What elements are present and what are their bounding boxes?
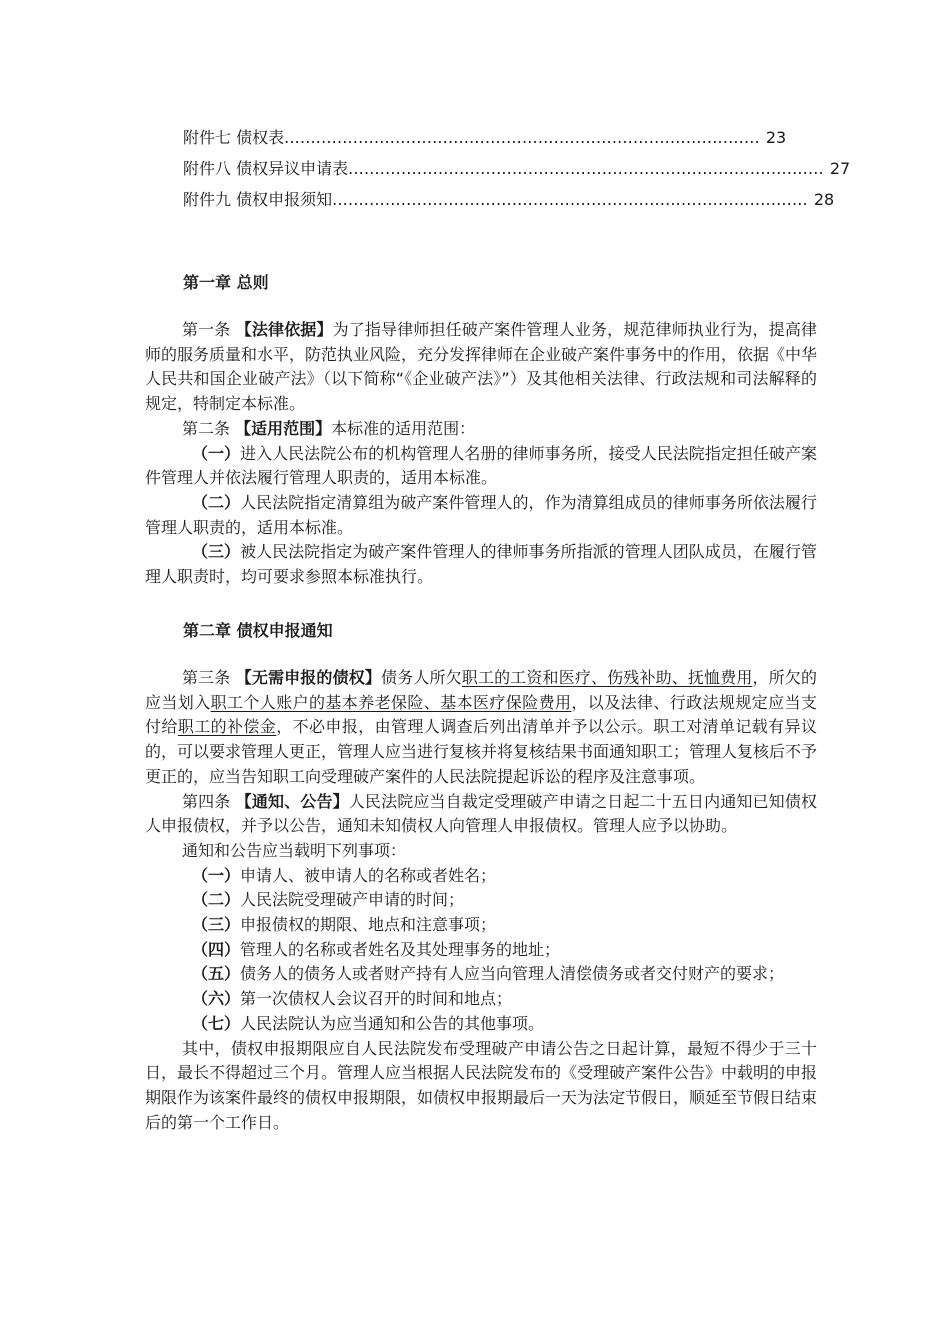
clause-text: 债务人的债务人或者财产持有人应当向管理人清偿债务或者交付财产的要求；	[240, 964, 785, 984]
article-tag: 【适用范围】	[235, 418, 332, 438]
toc-entry-label: 附件九 债权申报须知	[183, 190, 333, 209]
clause-item	[145, 864, 817, 889]
article-number: 第三条	[182, 668, 236, 687]
clause-item	[145, 938, 817, 963]
article-4-lead: 通知和公告应当载明下列事项：	[182, 840, 407, 860]
clause-marker: （二）	[192, 890, 241, 910]
article-2	[145, 417, 817, 442]
clause-marker: （三）	[192, 915, 241, 935]
toc-entry-label: 附件八 债权异议申请表	[183, 159, 349, 178]
clause-item	[145, 888, 817, 913]
article-text: 债务人所欠	[381, 668, 462, 687]
article-tag: 【通知、公告】	[235, 791, 349, 811]
article-number: 第一条	[182, 320, 236, 339]
chapter-heading: 第一章 总则	[183, 273, 269, 292]
clause-text: 人民法院指定清算组为破产案件管理人的，作为清算组成员的律师事务所依法履行管理人职责的，适用本标准。	[145, 492, 817, 537]
chapter2-body	[145, 666, 817, 1135]
toc-entry-page: 27	[829, 159, 851, 178]
clause-marker: （二）	[192, 492, 241, 512]
clause-marker: （四）	[192, 939, 241, 959]
underlined-term: 职工个人账户的基本养老保险、基本医疗保险费用	[210, 692, 572, 712]
article-number: 第二条	[182, 418, 236, 438]
toc-entry-label: 附件七 债权表	[183, 128, 285, 147]
article-4	[145, 790, 817, 839]
article-text: ，以及法律、行政法规规定应当支付给	[145, 692, 817, 737]
clause-marker: （一）	[192, 865, 241, 885]
underlined-term: 职工的补偿金	[177, 717, 277, 737]
toc-entry-page: 28	[813, 190, 835, 209]
toc-entry[interactable]	[183, 157, 851, 188]
toc-leader-dots: ..........................................................................................	[332, 190, 808, 209]
clause-item	[145, 491, 817, 540]
clause-text: 进入人民法院公布的机构管理人名册的律师事务所，接受人民法院指定担任破产案件管理人并依法履行管理人职责的，适用本标准。	[145, 443, 817, 488]
article-tag: 【法律依据】	[235, 320, 333, 339]
toc-leader-dots: ..........................................................................................	[284, 128, 760, 147]
clause-text: 管理人的名称或者姓名及其处理事务的地址；	[240, 939, 561, 959]
clause-item	[145, 1012, 817, 1037]
clause-marker: （三）	[192, 542, 241, 562]
toc-entry[interactable]	[183, 188, 835, 219]
clause-item	[145, 987, 817, 1012]
clause-text: 申请人、被申请人的名称或者姓名；	[240, 865, 497, 885]
table-of-contents	[183, 126, 851, 219]
clause-text: 第一次债权人会议召开的时间和地点；	[240, 989, 513, 1009]
article-3	[145, 666, 817, 790]
toc-entry[interactable]	[183, 126, 787, 157]
article-tag: 【无需申报的债权】	[235, 668, 382, 687]
underlined-term: 职工的工资和医疗、伤残补助、抚恤费用	[461, 668, 753, 687]
clause-marker: （一）	[192, 443, 241, 463]
clause-text: 申报债权的期限、地点和注意事项；	[240, 915, 497, 935]
clause-item	[145, 913, 817, 938]
article-text: 本标准的适用范围：	[331, 418, 476, 438]
article-1	[145, 318, 817, 417]
clause-item	[145, 442, 817, 491]
closing-paragraph: 其中，债权申报期限应自人民法院发布受理破产申请公告之日起计算，最短不得少于三十日，最长不得超过三个月。管理人应当根据人民法院发布的《受理破产案件公告》中载明的申报期限作为该案件最终的债权申报期限，如债权申报期最后一天为法定节假日，顺延至节假日结束后的第一个工作日。	[145, 1038, 818, 1132]
chapter-heading: 第二章 债权申报通知	[183, 621, 333, 640]
article-text: ，不必申报，由管理人调查后列出清单并予以公示。职工对清单记载有异议的，可以要求管理人更正，管理人应当进行复核并将复核结果书面通知职工；管理人复核后不予更正的，应当告知职工向受理破产案件的人民法院提起诉讼的程序及注意事项。	[145, 717, 818, 786]
clause-item	[145, 540, 817, 589]
article-text: ，所欠的应当划入	[145, 668, 817, 712]
article-text: 人民法院应当自裁定受理破产申请之日起二十五日内通知已知债权人申报债权，并予以公告，通知未知债权人向管理人申报债权。管理人应予以协助。	[145, 791, 817, 836]
clause-text: 人民法院认为应当通知和公告的其他事项。	[240, 1013, 545, 1033]
clause-marker: （七）	[192, 1013, 241, 1033]
clause-text: 被人民法院指定为破产案件管理人的律师事务所指派的管理人团队成员，在履行管理人职责时，均可要求参照本标准执行。	[145, 542, 817, 587]
chapter1-body	[145, 318, 817, 590]
clause-text: 人民法院受理破产申请的时间；	[240, 890, 465, 910]
article-text: 为了指导律师担任破产案件管理人业务，规范律师执业行为，提高律师的服务质量和水平，防范执业风险，充分发挥律师在企业破产案件事务中的作用，依据《中华人民共和国企业破产法》（以下简称“《企业破产法》”）及其他相关法律、行政法规和司法解释的规定，特制定本标准。	[145, 320, 818, 414]
toc-leader-dots: ..........................................................................................	[348, 159, 824, 178]
article-number: 第四条	[182, 791, 236, 811]
toc-entry-page: 23	[765, 128, 787, 147]
clause-marker: （六）	[192, 989, 241, 1009]
clause-item	[145, 962, 817, 987]
clause-marker: （五）	[192, 964, 241, 984]
